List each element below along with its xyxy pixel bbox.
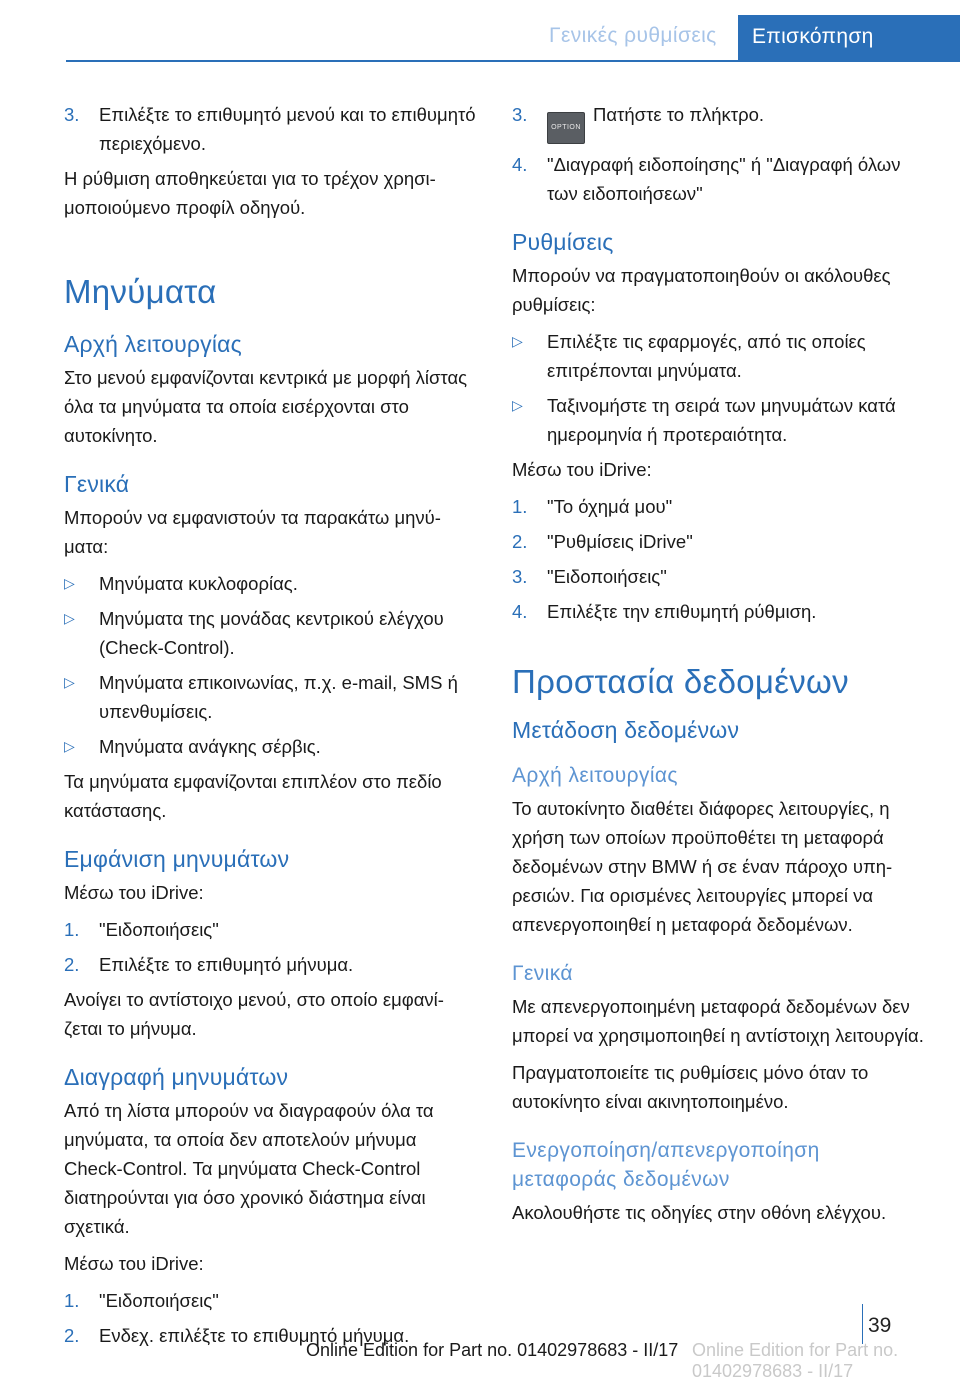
step-number: 3.: [64, 104, 80, 125]
heading-principle: Αρχή λειτουργίας: [64, 331, 242, 357]
list-item: 4. "Διαγραφή ειδοποίησης" ή "Διαγραφή όλων των ειδοποιήσεων": [512, 154, 901, 204]
list-item: ▷ Μηνύματα της μονάδας κεντρικού ελέγχου (Check-Control).: [64, 604, 476, 662]
heading-settings: Ρυθμίσεις: [512, 229, 614, 255]
header-rule: [66, 60, 738, 62]
general-after-paragraph: Τα μηνύματα εμφανίζονται επιπλέον στο πεδίο κατάστασης.: [64, 771, 442, 821]
list-item: ▷ Μηνύματα ανάγκης σέρβις.: [64, 732, 476, 761]
general-paragraph-3: Πραγματοποιείτε τις ρυθμίσεις μόνο όταν το αυτοκίνητο είναι ακινητοποιημένο.: [512, 1062, 869, 1112]
principle-paragraph-2: Το αυτοκίνητο διαθέτει διάφορες λειτουργίες, η χρήση των οποίων προϋποθέτει τη μεταφορά δεδομένων στην BMW ή σε έναν πάροχο υπηρεσιών. Για ορισμένες λειτουργίες μπορεί να απενεργοποιηθεί η μεταφορά δεδομένων.: [512, 798, 893, 935]
heading-toggle-transfer: Ενεργοποίηση/απενεργοποίηση μεταφοράς δεδομένων: [512, 1139, 820, 1191]
principle-paragraph: Στο μενού εμφανίζονται κεντρικά με μορφή λίστας όλα τα μηνύματα τα οποία εισέρχονται στο αυτοκίνητο.: [64, 367, 468, 446]
general-paragraph: Μπορούν να εμφανιστούν τα παρακάτω μηνύματα:: [64, 507, 441, 557]
header-chapter-tab: Επισκόπηση: [738, 15, 960, 62]
list-item: 4. Επιλέξτε την επιθυμητή ρύθμιση.: [512, 601, 817, 622]
list-item: ▷ Μηνύματα κυκλοφορίας.: [64, 569, 476, 598]
list-item: ▷ Επιλέξτε τις εφαρμογές, από τις οποίες επιτρέπονται μηνύματα.: [512, 327, 924, 385]
list-item: ▷ Ταξινομήστε τη σειρά των μηνυμάτων κατά ημερομηνία ή προτεραιότητα.: [512, 391, 924, 449]
watermark: Online Edition for Part no. 01402978683 - II/17: [692, 1340, 899, 1381]
triangle-bullet-icon: ▷: [512, 333, 523, 349]
option-key-icon: OPTION: [547, 112, 585, 144]
settings-via: Μέσω του iDrive:: [512, 459, 652, 480]
list-item: 2. "Ρυθμίσεις iDrive": [512, 531, 693, 552]
list-item: 1. "Το όχημά μου": [512, 496, 673, 517]
footer-edition: Online Edition for Part no. 01402978683 - II/17: [306, 1340, 679, 1360]
list-item: 3. "Ειδοποιήσεις": [512, 566, 667, 587]
display-after-paragraph: Ανοίγει το αντίστοιχο μενού, στο οποίο εμφανίζεται το μήνυμα.: [64, 989, 444, 1039]
heading-delete-messages: Διαγραφή μηνυμάτων: [64, 1064, 289, 1090]
heading-general-2: Γενικά: [512, 962, 573, 985]
list-item: 2. Επιλέξτε το επιθυμητό μήνυμα.: [64, 954, 354, 975]
settings-step-list: [512, 492, 924, 626]
delete-paragraph: Από τη λίστα μπορούν να διαγραφούν όλα τα μηνύματα, τα οποία δεν αποτελούν μήνυμα Check-Control. Τα μηνύματα Check-Control διατηρούνται για όσο χρονικό διάστημα είναι σχετικά.: [64, 1100, 434, 1237]
heading-messages: Μηνύματα: [64, 273, 217, 310]
list-item: 1. "Ειδοποιήσεις": [64, 1290, 219, 1311]
list-item: ▷ Μηνύματα επικοινωνίας, π.χ. e-mail, SMS ή υπενθυμίσεις.: [64, 668, 476, 726]
list-item: 3. OPTIONΠατήστε το πλήκτρο.: [512, 100, 924, 144]
header-section-title: Γενικές ρυθμίσεις: [549, 24, 717, 47]
general-paragraph-2: Με απενεργοποιημένη μεταφορά δεδομένων δεν μπορεί να χρησιμοποιηθεί η αντίστοιχη λειτουργία.: [512, 996, 924, 1046]
footer-rule: [862, 1304, 863, 1344]
settings-bullet-list: [512, 327, 924, 449]
triangle-bullet-icon: ▷: [64, 575, 75, 591]
triangle-bullet-icon: ▷: [64, 738, 75, 754]
delete-via: Μέσω του iDrive:: [64, 1253, 204, 1274]
page-number: 39: [868, 1314, 892, 1337]
triangle-bullet-icon: ▷: [64, 674, 75, 690]
list-item: 2. Ενδεχ. επιλέξτε το επιθυμητό μήνυμα.: [64, 1325, 410, 1346]
heading-principle-2: Αρχή λειτουργίας: [512, 764, 678, 787]
display-step-list: [64, 915, 476, 979]
intro-step-list: [64, 100, 476, 158]
left-column: [64, 100, 476, 1356]
intro-paragraph: Η ρύθμιση αποθηκεύεται για το τρέχον χρησιμοποιούμενο προφίλ οδηγού.: [64, 168, 436, 218]
settings-paragraph: Μπορούν να πραγματοποιηθούν οι ακόλουθες ρυθμίσεις:: [512, 265, 891, 315]
heading-data-transfer: Μετάδοση δεδομένων: [512, 717, 740, 743]
right-column: [512, 100, 924, 1235]
display-via: Μέσω του iDrive:: [64, 882, 204, 903]
heading-data-protection: Προστασία δεδομένων: [512, 663, 849, 700]
heading-display-messages: Εμφάνιση μηνυμάτων: [64, 846, 290, 872]
triangle-bullet-icon: ▷: [512, 397, 523, 413]
general-bullet-list: [64, 569, 476, 761]
page-header: [0, 0, 960, 62]
list-item: [64, 100, 476, 158]
triangle-bullet-icon: ▷: [64, 610, 75, 626]
delete-step-list-continued: [512, 100, 924, 208]
toggle-paragraph: Ακολουθήστε τις οδηγίες στην οθόνη ελέγχου.: [512, 1202, 887, 1223]
list-item: 1. "Ειδοποιήσεις": [64, 919, 219, 940]
heading-general: Γενικά: [64, 471, 130, 497]
step-text: Επιλέξτε το επιθυμητό μενού και το επιθυμητό περιεχόμενο.: [99, 104, 476, 154]
